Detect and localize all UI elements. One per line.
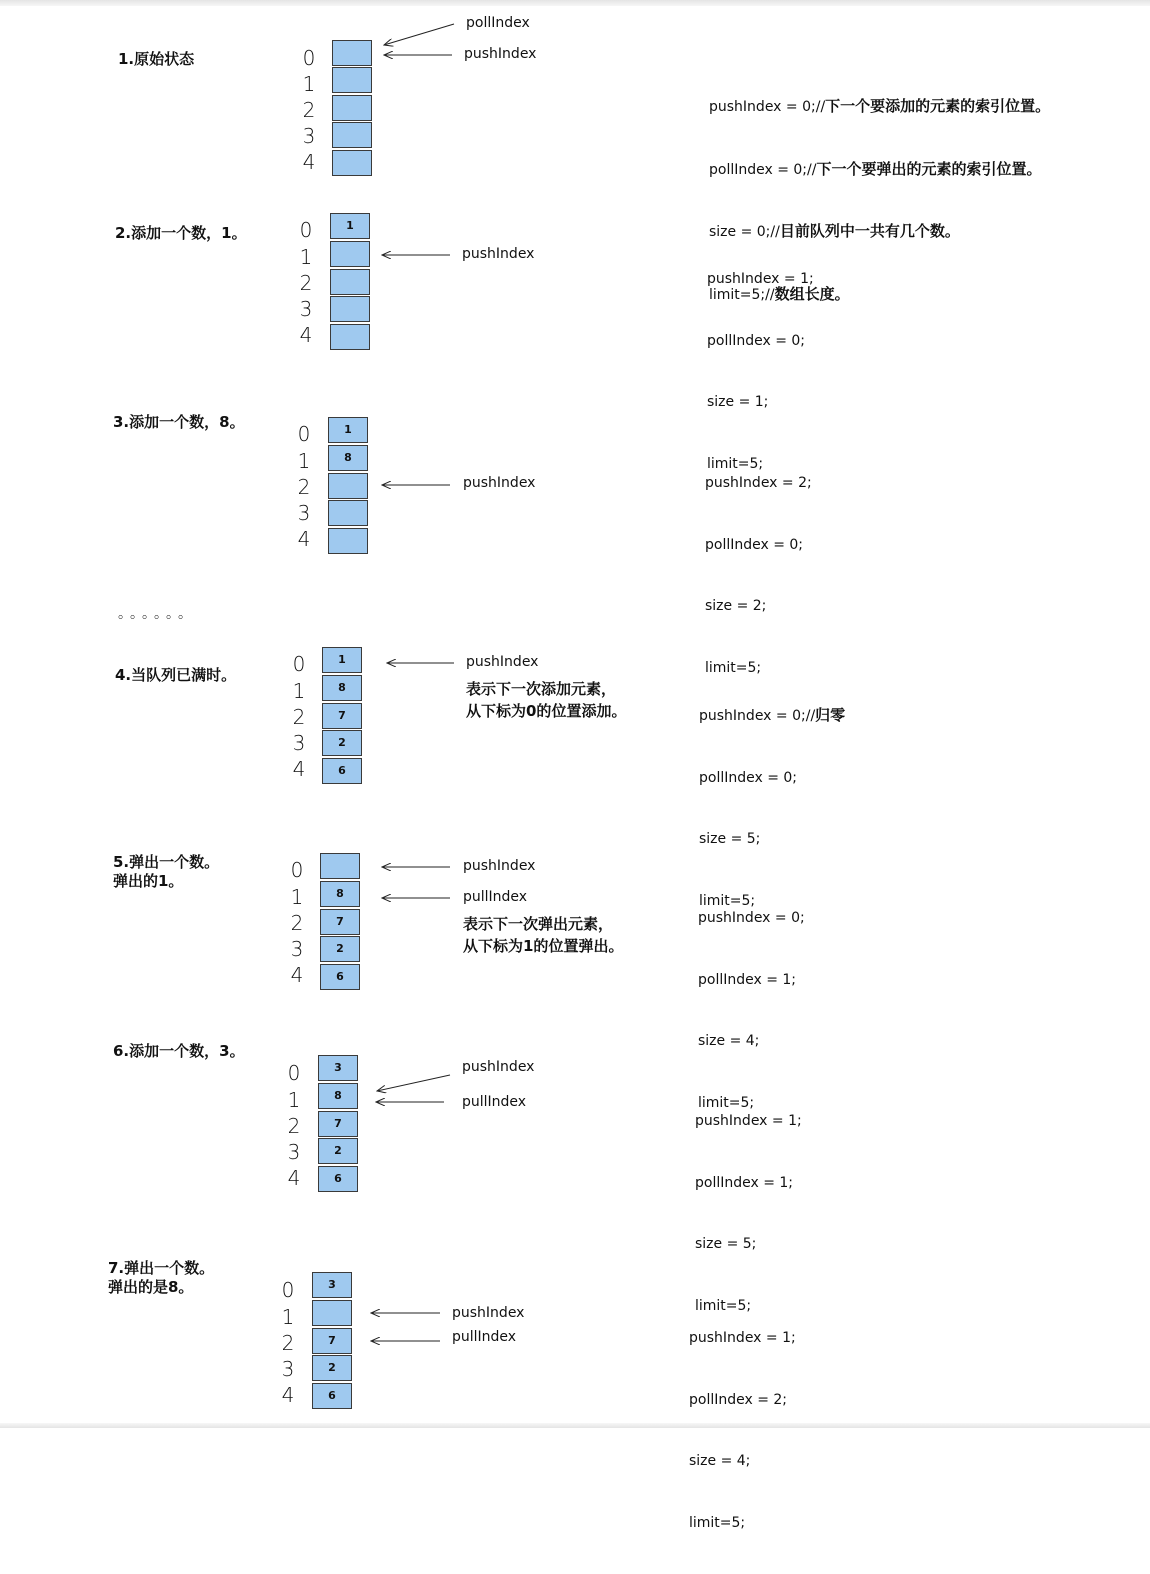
array-cell: 2 — [312, 1355, 352, 1381]
index-label: 0 — [281, 1278, 295, 1302]
index-label: 1 — [292, 679, 306, 703]
code-line: size = 4; — [698, 1033, 760, 1049]
arrow — [377, 1075, 450, 1091]
array-cell: 7 — [318, 1111, 358, 1137]
index-label: 2 — [297, 475, 311, 499]
code-line: pollIndex = 0;//下一个要弹出的元素的索引位置。 — [709, 159, 1042, 178]
array-cell — [332, 150, 372, 176]
step-title: 6.添加一个数，3。 — [113, 1042, 245, 1060]
code-line: limit=5; — [695, 1297, 752, 1314]
index-label: 3 — [281, 1357, 295, 1381]
code-line: limit=5; — [707, 455, 764, 472]
index-label: 4 — [290, 963, 304, 987]
array-cell: 1 — [322, 647, 362, 673]
index-label: 2 — [299, 271, 313, 295]
array-cell: 2 — [318, 1138, 358, 1164]
index-label: 1 — [302, 72, 316, 96]
index-label: 2 — [290, 911, 304, 935]
array-cell — [332, 40, 372, 66]
array-cell — [330, 324, 370, 350]
array-cell — [328, 500, 368, 526]
pointer-note: 表示下一次弹出元素， 从下标为1的位置弹出。 — [463, 915, 624, 955]
pointer-note: 表示下一次添加元素， 从下标为0的位置添加。 — [466, 680, 627, 720]
array-cell — [330, 241, 370, 267]
pointer-label: pushIndex — [462, 1059, 535, 1075]
step-title: 4.当队列已满时。 — [115, 666, 237, 684]
code-line: size = 4; — [689, 1453, 751, 1469]
code-line: pushIndex = 1; — [695, 1113, 802, 1129]
pointer-label: pullIndex — [463, 889, 528, 905]
pointer-label: pollIndex — [466, 15, 530, 31]
index-label: 4 — [299, 323, 313, 347]
bottom-border — [0, 1423, 1150, 1428]
array-cell — [312, 1300, 352, 1326]
array-cell — [330, 296, 370, 322]
index-label: 3 — [292, 731, 306, 755]
pointer-label: pullIndex — [452, 1329, 517, 1345]
pointer-label: pushIndex — [452, 1305, 525, 1321]
pointer-label: pushIndex — [463, 475, 536, 491]
array-cell: 7 — [320, 909, 360, 935]
code-line: pushIndex = 1; — [689, 1330, 796, 1346]
code-line: pollIndex = 1; — [698, 971, 797, 988]
index-label: 4 — [302, 150, 316, 174]
code-line: pushIndex = 1; — [707, 271, 814, 287]
index-label: 0 — [302, 46, 316, 70]
index-label: 4 — [287, 1166, 301, 1190]
index-label: 1 — [299, 245, 313, 269]
pointer-label: pushIndex — [466, 654, 539, 670]
array-cell: 6 — [318, 1166, 358, 1192]
index-label: 4 — [281, 1383, 295, 1407]
code-line: pushIndex = 0; — [698, 910, 805, 926]
pointer-label: pushIndex — [464, 46, 537, 62]
array-cell: 8 — [328, 445, 368, 471]
code-line: limit=5; — [699, 892, 756, 909]
index-label: 0 — [290, 858, 304, 882]
index-label: 2 — [287, 1114, 301, 1138]
array-cell — [332, 67, 372, 93]
code-line: limit=5; — [689, 1514, 746, 1531]
array-cell — [328, 473, 368, 499]
code-line: pushIndex = 0;//下一个要添加的元素的索引位置。 — [709, 97, 1051, 115]
array-cell: 2 — [320, 936, 360, 962]
index-label: 2 — [292, 705, 306, 729]
code-line: pollIndex = 1; — [695, 1174, 794, 1191]
index-label: 0 — [297, 422, 311, 446]
step-title: 5.弹出一个数。 弹出的1。 — [113, 853, 220, 890]
code-line: pushIndex = 2; — [705, 475, 812, 491]
array-cell — [332, 95, 372, 121]
array-cell: 2 — [322, 730, 362, 756]
code-line: limit=5;//数组长度。 — [709, 284, 850, 303]
array-cell: 1 — [330, 213, 370, 239]
code-line: size = 0;//目前队列中一共有几个数。 — [709, 222, 960, 240]
array-cell: 6 — [312, 1383, 352, 1409]
step-title: 3.添加一个数，8。 — [113, 413, 245, 431]
pointer-label: pushIndex — [463, 858, 536, 874]
index-label: 4 — [297, 527, 311, 551]
index-label: 0 — [292, 652, 306, 676]
index-label: 3 — [287, 1140, 301, 1164]
array-cell: 8 — [318, 1083, 358, 1109]
index-label: 4 — [292, 757, 306, 781]
arrow — [384, 24, 454, 45]
array-cell — [320, 853, 360, 879]
index-label: 3 — [297, 501, 311, 525]
array-cell: 3 — [312, 1272, 352, 1298]
array-cell — [328, 528, 368, 554]
code-line: size = 5; — [695, 1236, 757, 1252]
index-label: 2 — [302, 98, 316, 122]
array-cell: 6 — [320, 964, 360, 990]
code-line: pollIndex = 0; — [699, 769, 798, 786]
array-cell: 7 — [322, 703, 362, 729]
step-title: 7.弹出一个数。 弹出的是8。 — [108, 1259, 215, 1296]
code-line: limit=5; — [698, 1094, 755, 1111]
array-cell: 7 — [312, 1328, 352, 1354]
array-cell — [332, 122, 372, 148]
ellipsis: 。。。。。。 — [118, 606, 197, 622]
step-title: 2.添加一个数，1。 — [115, 224, 247, 242]
step-title: 1.原始状态 — [118, 50, 195, 68]
array-cell: 8 — [322, 675, 362, 701]
index-label: 1 — [290, 885, 304, 909]
index-label: 3 — [302, 124, 316, 148]
index-label: 1 — [281, 1305, 295, 1329]
state-code — [689, 1287, 796, 1574]
code-line: size = 1; — [707, 394, 769, 410]
pointer-label: pullIndex — [462, 1094, 527, 1110]
pointer-label: pushIndex — [462, 246, 535, 262]
array-cell: 8 — [320, 881, 360, 907]
index-label: 3 — [290, 937, 304, 961]
index-label: 0 — [287, 1061, 301, 1085]
code-line: pushIndex = 0;//归零 — [699, 706, 846, 724]
code-line: size = 5; — [699, 831, 761, 847]
index-label: 0 — [299, 218, 313, 242]
index-label: 1 — [297, 449, 311, 473]
array-cell: 1 — [328, 417, 368, 443]
index-label: 3 — [299, 297, 313, 321]
code-line: limit=5; — [705, 659, 762, 676]
code-line: pollIndex = 2; — [689, 1391, 788, 1408]
index-label: 1 — [287, 1088, 301, 1112]
code-line: pollIndex = 0; — [705, 536, 804, 553]
array-cell — [330, 269, 370, 295]
array-cell: 6 — [322, 758, 362, 784]
array-cell: 3 — [318, 1055, 358, 1081]
code-line: pollIndex = 0; — [707, 332, 806, 349]
code-line: size = 2; — [705, 598, 767, 614]
index-label: 2 — [281, 1331, 295, 1355]
